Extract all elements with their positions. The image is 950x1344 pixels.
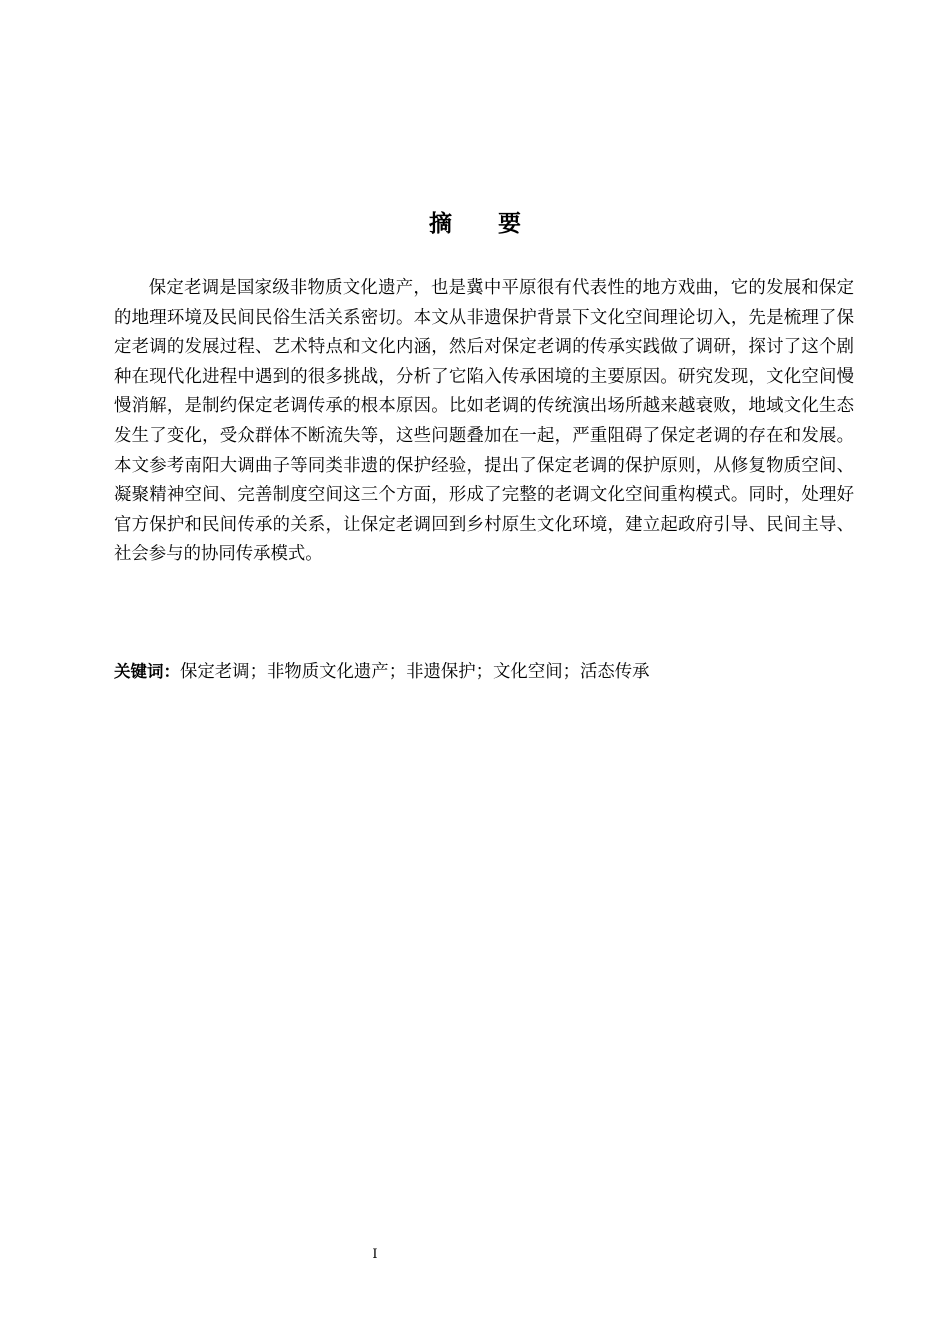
- keywords-line: [114, 657, 854, 687]
- abstract-body: 保定老调是国家级非物质文化遗产，也是冀中平原很有代表性的地方戏曲，它的发展和保定的地理环境及民间民俗生活关系密切。本文从非遗保护背景下文化空间理论切入，先是梳理了保定老调的发展过程、艺术特点和文化内涵，然后对保定老调的传承实践做了调研，探讨了这个剧种在现代化进程中遇到的很多挑战，分析了它陷入传承困境的主要原因。研究发现，文化空间慢慢消解，是制约保定老调传承的根本原因。比如老调的传统演出场所越来越衰败，地域文化生态发生了变化，受众群体不断流失等，这些问题叠加在一起，严重阻碍了保定老调的存在和发展。本文参考南阳大调曲子等同类非遗的保护经验，提出了保定老调的保护原则，从修复物质空间、凝聚精神空间、完善制度空间这三个方面，形成了完整的老调文化空间重构模式。同时，处理好官方保护和民间传承的关系，让保定老调回到乡村原生文化环境，建立起政府引导、民间主导、社会参与的协同传承模式。: [114, 278, 854, 565]
- keywords-label: 关键词：: [114, 662, 180, 681]
- page-number: I: [372, 1247, 378, 1262]
- abstract-title-left: 摘: [429, 211, 452, 237]
- abstract-title-right: 要: [498, 211, 521, 237]
- keywords-items: 保定老调；非物质文化遗产；非遗保护；文化空间；活态传承: [180, 662, 650, 682]
- abstract-title: [0, 207, 950, 241]
